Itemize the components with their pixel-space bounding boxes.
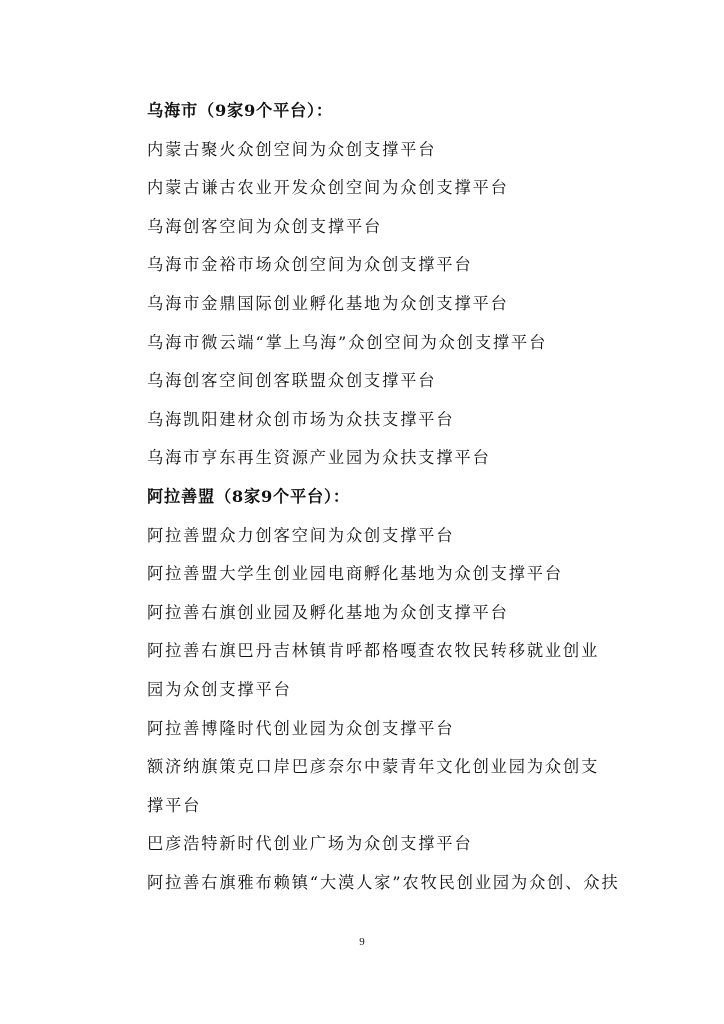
text-line: 内蒙古聚火众创空间为众创支撑平台	[147, 139, 437, 159]
text-line: 阿拉善盟大学生创业园电商孵化基地为众创支撑平台	[147, 564, 564, 584]
text-line: 乌海市金鼎国际创业孵化基地为众创支撑平台	[147, 293, 509, 313]
text-line: 阿拉善右旗创业园及孵化基地为众创支撑平台	[147, 602, 509, 622]
text-line: 撑平台	[147, 795, 202, 815]
page-number: 9	[359, 936, 365, 948]
text-line: 内蒙古谦古农业开发众创空间为众创支撑平台	[147, 178, 509, 198]
text-line: 阿拉善右旗雅布赖镇“大漠人家”农牧民创业园为众创、众扶	[147, 872, 620, 892]
text-line: 阿拉善盟众力创客空间为众创支撑平台	[147, 525, 455, 545]
text-line: 乌海创客空间为众创支撑平台	[147, 216, 383, 236]
page-content	[147, 92, 620, 902]
text-line: 园为众创支撑平台	[147, 679, 292, 699]
text-line: 额济纳旗策克口岸巴彦奈尔中蒙青年文化创业园为众创支	[147, 757, 600, 777]
text-line: 乌海市金裕市场众创空间为众创支撑平台	[147, 255, 473, 275]
text-line: 乌海创客空间创客联盟众创支撑平台	[147, 371, 437, 391]
text-line: 巴彦浩特新时代创业广场为众创支撑平台	[147, 834, 473, 854]
text-line: 阿拉善右旗巴丹吉林镇肯呼都格嘎查农牧民转移就业创业	[147, 641, 600, 661]
section-heading: 阿拉善盟（8家9个平台）：	[147, 486, 350, 506]
section-heading: 乌海市（9家9个平台）：	[147, 101, 333, 120]
text-line: 乌海市亨东再生资源产业园为众扶支撑平台	[147, 448, 491, 468]
text-line: 乌海市微云端“掌上乌海”众创空间为众创支撑平台	[147, 332, 548, 352]
text-line: 乌海凯阳建材众创市场为众扶支撑平台	[147, 409, 455, 429]
text-line: 阿拉善博隆时代创业园为众创支撑平台	[147, 718, 455, 738]
